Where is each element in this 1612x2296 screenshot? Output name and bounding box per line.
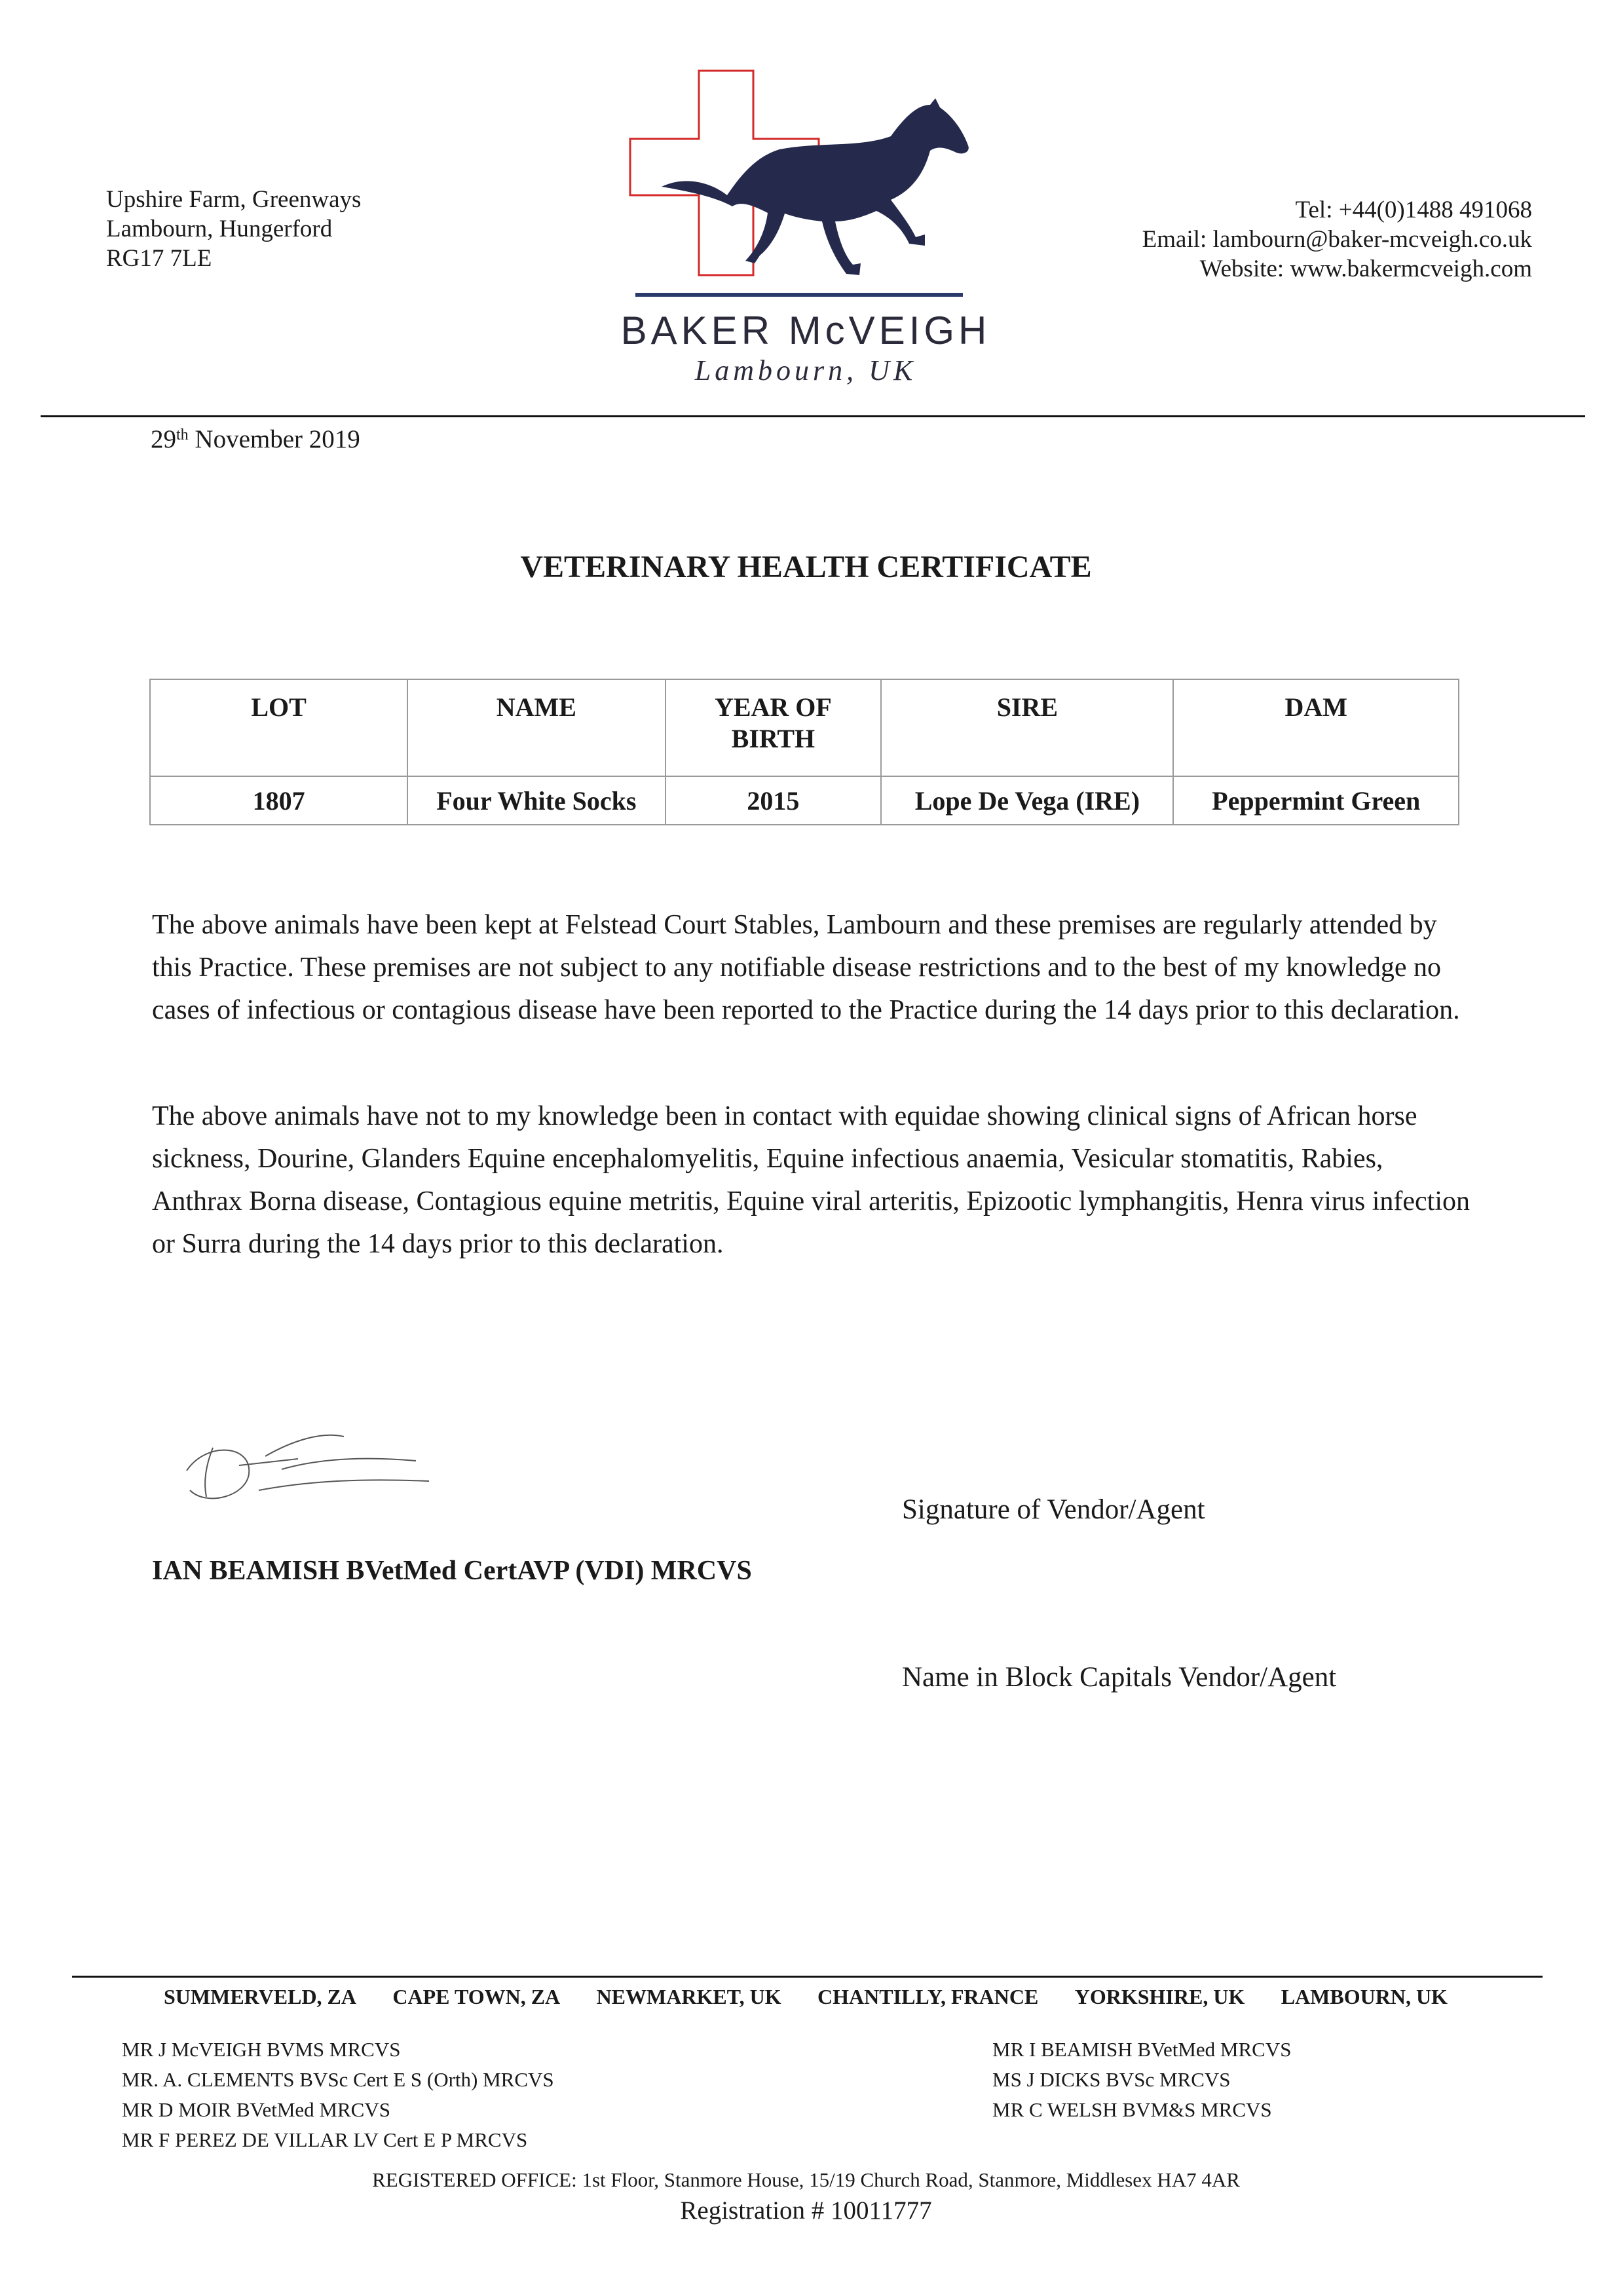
contact-declaration: The above animals have not to my knowledge been in contact with equidae showing clinical signs of African horse sickness, Dourine, Glanders Equine encephalomyelitis, Equine infectious anaemia, Vesicular stomatitis, Rabies, Anthrax Borna disease, Contagious equine metritis, Equine viral arteritis, Epizootic lymphangitis, Henra virus infection or Surra during the 14 days prior to this declaration. — [152, 1101, 1471, 1259]
column-header: DAM — [1173, 679, 1459, 776]
office-location: CHANTILLY, FRANCE — [817, 1985, 1039, 2008]
table-row — [150, 776, 1459, 825]
address-line: RG17 7LE — [106, 245, 212, 272]
column-header: NAME — [407, 679, 665, 776]
staff-list-right — [992, 2035, 1291, 2125]
registered-office: REGISTERED OFFICE: 1st Floor, Stanmore House, 15/19 Church Road, Stanmore, Middlesex HA7 4AR — [372, 2168, 1240, 2191]
brand-name: BAKER McVEIGH — [620, 309, 991, 352]
lot-cell: 1807 — [150, 776, 407, 825]
office-location: SUMMERVELD, ZA — [164, 1985, 356, 2008]
staff-member: MR. A. CLEMENTS BVSc Cert E S (Orth) MRCVS — [122, 2068, 554, 2091]
vet-name: IAN BEAMISH BVetMed CertAVP (VDI) MRCVS — [152, 1556, 752, 1586]
column-header: LOT — [150, 679, 407, 776]
year-cell: 2015 — [665, 776, 882, 825]
office-location: CAPE TOWN, ZA — [392, 1985, 561, 2008]
practice-address — [106, 185, 361, 273]
staff-member: MR C WELSH BVM&S MRCVS — [992, 2098, 1272, 2121]
address-line: Lambourn, Hungerford — [106, 216, 333, 242]
contact-phone: Tel: +44(0)1488 491068 — [1295, 197, 1532, 223]
registration-number: Registration # 10011777 — [680, 2196, 932, 2225]
column-header — [665, 679, 882, 776]
date-rest: November 2019 — [195, 425, 360, 453]
brand-location: Lambourn, UK — [694, 354, 917, 386]
sire-cell: Lope De Vega (IRE) — [881, 776, 1173, 825]
contact-email: Email: lambourn@baker-mcveigh.co.uk — [1142, 226, 1532, 253]
table-header-row — [150, 679, 1459, 776]
vet-signature — [167, 1418, 442, 1516]
page-title: VETERINARY HEALTH CERTIFICATE — [520, 550, 1092, 584]
office-location: NEWMARKET, UK — [596, 1985, 781, 2008]
footer-divider — [72, 1976, 1543, 1978]
lot-table — [149, 679, 1459, 825]
galloping-horse-icon — [662, 98, 969, 275]
staff-member: MR D MOIR BVetMed MRCVS — [122, 2098, 390, 2121]
staff-member: MS J DICKS BVSc MRCVS — [992, 2068, 1231, 2091]
name-cell: Four White Socks — [407, 776, 665, 825]
vendor-signature-label: Signature of Vendor/Agent — [902, 1494, 1205, 1525]
header-divider — [41, 415, 1585, 417]
column-header: SIRE — [881, 679, 1173, 776]
staff-member: MR F PEREZ DE VILLAR LV Cert E P MRCVS — [122, 2128, 528, 2151]
block-capitals-label: Name in Block Capitals Vendor/Agent — [902, 1662, 1337, 1693]
address-line: Upshire Farm, Greenways — [106, 186, 362, 213]
office-locations — [164, 1985, 1448, 2009]
practice-contact — [1142, 195, 1532, 284]
staff-member: MR I BEAMISH BVetMed MRCVS — [992, 2038, 1292, 2061]
contact-website: Website: www.bakermcveigh.com — [1199, 255, 1532, 282]
date-day: 29 — [151, 425, 176, 453]
dam-cell: Peppermint Green — [1173, 776, 1459, 825]
brand-underline — [635, 293, 963, 297]
staff-list-left — [122, 2035, 554, 2155]
office-location: LAMBOURN, UK — [1281, 1985, 1448, 2008]
office-location: YORKSHIRE, UK — [1074, 1985, 1245, 2008]
certificate-date — [151, 424, 360, 454]
year-header-text: YEAR OF BIRTH — [714, 692, 832, 753]
date-suffix: th — [176, 426, 189, 443]
premises-declaration: The above animals have been kept at Felstead Court Stables, Lambourn and these premises are regularly attended by this Practice. These premises are not subject to any notifiable disease restrictions and to the best of my knowledge no cases of infectious or contagious disease have been reported to the Practice during the 14 days prior to this declaration. — [152, 910, 1460, 1025]
staff-member: MR J McVEIGH BVMS MRCVS — [122, 2038, 401, 2061]
baker-mcveigh-logo — [622, 66, 976, 314]
